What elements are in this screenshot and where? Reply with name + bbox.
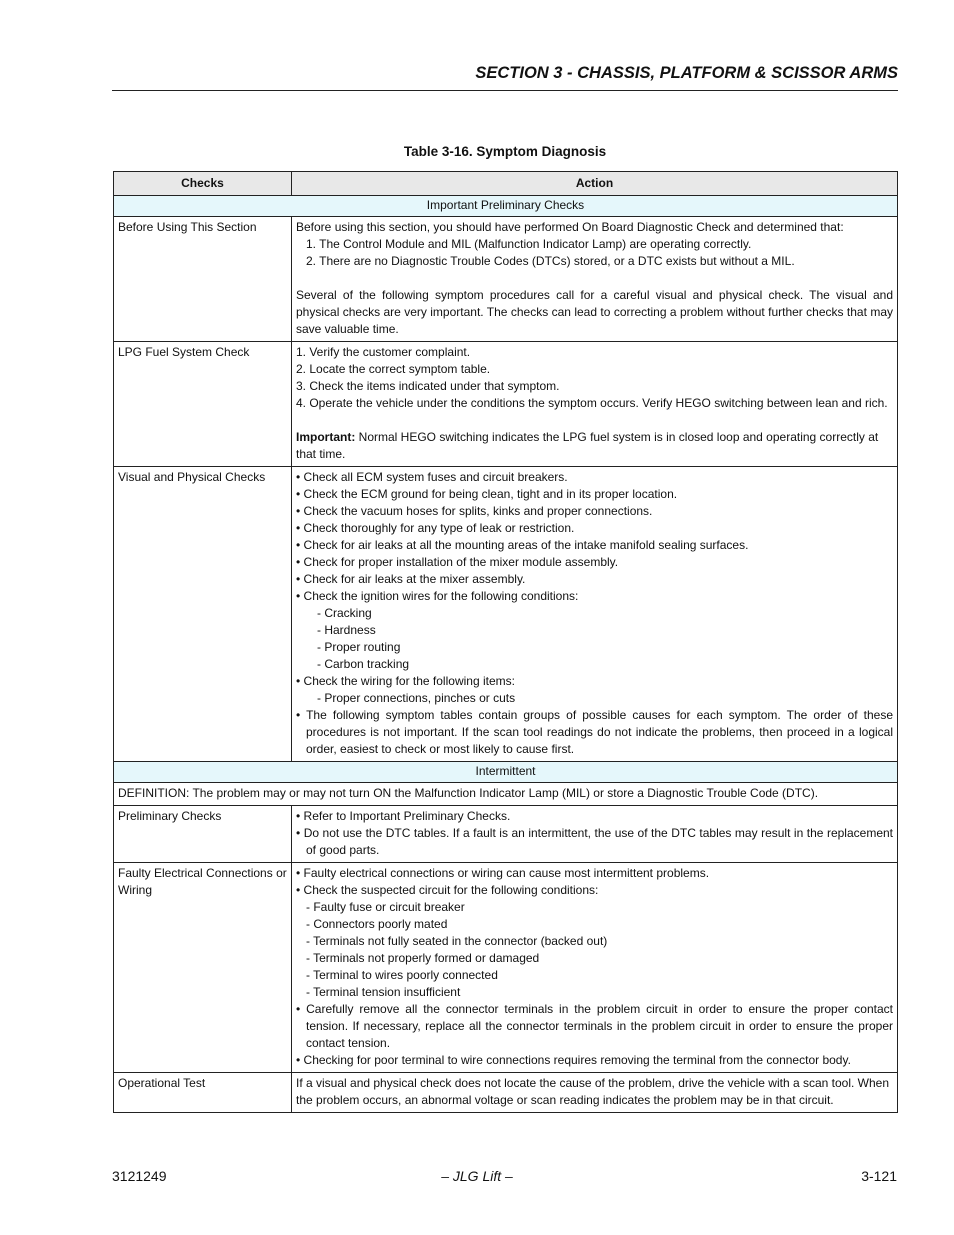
- action-cell: [292, 863, 898, 1073]
- section-header: [112, 64, 898, 91]
- action-line: 2. There are no Diagnostic Trouble Codes (DTCs) stored, or a DTC exists but without a MIL.: [306, 254, 795, 268]
- table-row: [114, 863, 898, 1073]
- sub-item: - Terminals not fully seated in the connector (backed out): [306, 934, 608, 948]
- document-number: 3121249: [112, 1168, 167, 1184]
- bullet-item: • Faulty electrical connections or wiring can cause most intermittent problems.: [296, 866, 710, 880]
- table-row: [114, 1073, 898, 1113]
- action-line: 4. Operate the vehicle under the conditions the symptom occurs. Verify HEGO switching between lean and rich.: [296, 396, 888, 410]
- table-band-row: [114, 762, 898, 783]
- symptom-diagnosis-table: [113, 171, 898, 1113]
- spacer: [296, 270, 893, 287]
- sub-item: - Hardness: [317, 623, 376, 637]
- check-cell: Before Using This Section: [114, 217, 292, 342]
- sub-item: - Terminals not properly formed or damaged: [306, 951, 540, 965]
- column-header-checks: Checks: [114, 172, 292, 196]
- action-cell: [292, 467, 898, 762]
- bullet-item: • Check thoroughly for any type of leak or restriction.: [296, 521, 575, 535]
- sub-item: - Terminal tension insufficient: [306, 985, 461, 999]
- bullet-item: • Check for proper installation of the mixer module assembly.: [296, 555, 619, 569]
- check-cell: Visual and Physical Checks: [114, 467, 292, 762]
- sub-item: - Cracking: [317, 606, 372, 620]
- important-note: [296, 429, 893, 463]
- table-row: [114, 806, 898, 863]
- important-label: Important:: [296, 430, 356, 444]
- bullet-item: • Carefully remove all the connector terminals in the problem circuit in order to ensure the proper contact tension. If necessary, replace all the connector terminals in the problem circuit in order to ensure the proper contact tension.: [296, 1002, 893, 1050]
- sub-item: - Connectors poorly mated: [306, 917, 448, 931]
- spacer: [296, 412, 893, 429]
- footer-brand: – JLG Lift –: [441, 1168, 513, 1184]
- table-header-row: [114, 172, 898, 196]
- bullet-item: • Check the wiring for the following items:: [296, 674, 515, 688]
- check-cell: Preliminary Checks: [114, 806, 292, 863]
- action-cell: [292, 806, 898, 863]
- action-line: 2. Locate the correct symptom table.: [296, 362, 491, 376]
- table-title: Table 3-16. Symptom Diagnosis: [403, 144, 607, 159]
- action-paragraph: If a visual and physical check does not locate the cause of the problem, drive the vehicle with a scan tool. When the problem occurs, an abnormal voltage or scan reading indicates the problem may be in that circuit.: [296, 1076, 889, 1107]
- check-cell: Operational Test: [114, 1073, 292, 1113]
- bullet-item: • Checking for poor terminal to wire connections requires removing the terminal from the connector body.: [296, 1053, 851, 1067]
- action-line: Before using this section, you should have performed On Board Diagnostic Check and determined that:: [296, 220, 844, 234]
- table-band-row: [114, 196, 898, 217]
- sub-item: - Proper connections, pinches or cuts: [317, 691, 516, 705]
- section-title: SECTION 3 - CHASSIS, PLATFORM & SCISSOR ARMS: [475, 64, 898, 82]
- band-intermittent: Intermittent: [114, 762, 898, 783]
- action-line: 3. Check the items indicated under that symptom.: [296, 379, 560, 393]
- table-row: [114, 467, 898, 762]
- bullet-item: • Check the vacuum hoses for splits, kinks and proper connections.: [296, 504, 653, 518]
- column-header-action: Action: [292, 172, 898, 196]
- page-number: 3-121: [861, 1168, 897, 1184]
- sub-item: - Terminal to wires poorly connected: [306, 968, 498, 982]
- bullet-item: • Check all ECM system fuses and circuit breakers.: [296, 470, 568, 484]
- action-paragraph: Several of the following symptom procedures call for a careful visual and physical check. The visual and physical checks are very important. The checks can lead to correcting a problem without further checks that may save valuable time.: [296, 288, 893, 336]
- table-definition-row: [114, 783, 898, 806]
- sub-item: - Faulty fuse or circuit breaker: [306, 900, 465, 914]
- bullet-item: • Check for air leaks at all the mounting areas of the intake manifold sealing surfaces.: [296, 538, 749, 552]
- action-cell: [292, 342, 898, 467]
- important-text: Normal HEGO switching indicates the LPG fuel system is in closed loop and operating correctly at that time.: [296, 430, 879, 461]
- sub-item: - Carbon tracking: [317, 657, 410, 671]
- action-line: 1. The Control Module and MIL (Malfunction Indicator Lamp) are operating correctly.: [306, 237, 752, 251]
- bullet-item: • Check the ECM ground for being clean, tight and in its proper location.: [296, 487, 678, 501]
- bullet-item: • The following symptom tables contain groups of possible causes for each symptom. The order of these procedures is not important. If the scan tool readings do not indicate the problems, then proceed in a logical order, easiest to check or most likely to cause first.: [296, 708, 893, 756]
- action-cell: [292, 1073, 898, 1113]
- action-cell: [292, 217, 898, 342]
- bullet-item: • Check the ignition wires for the following conditions:: [296, 589, 579, 603]
- bullet-item: • Do not use the DTC tables. If a fault is an intermittent, the use of the DTC tables may result in the replacement of good parts.: [296, 826, 893, 857]
- definition-cell: DEFINITION: The problem may or may not turn ON the Malfunction Indicator Lamp (MIL) or store a Diagnostic Trouble Code (DTC).: [114, 783, 898, 806]
- band-preliminary-checks: Important Preliminary Checks: [114, 196, 898, 217]
- table-row: [114, 217, 898, 342]
- check-cell: LPG Fuel System Check: [114, 342, 292, 467]
- table-row: [114, 342, 898, 467]
- action-line: 1. Verify the customer complaint.: [296, 345, 471, 359]
- bullet-item: • Check for air leaks at the mixer assembly.: [296, 572, 526, 586]
- check-cell: Faulty Electrical Connections or Wiring: [114, 863, 292, 1073]
- bullet-item: • Refer to Important Preliminary Checks.: [296, 809, 511, 823]
- bullet-item: • Check the suspected circuit for the following conditions:: [296, 883, 599, 897]
- sub-item: - Proper routing: [317, 640, 401, 654]
